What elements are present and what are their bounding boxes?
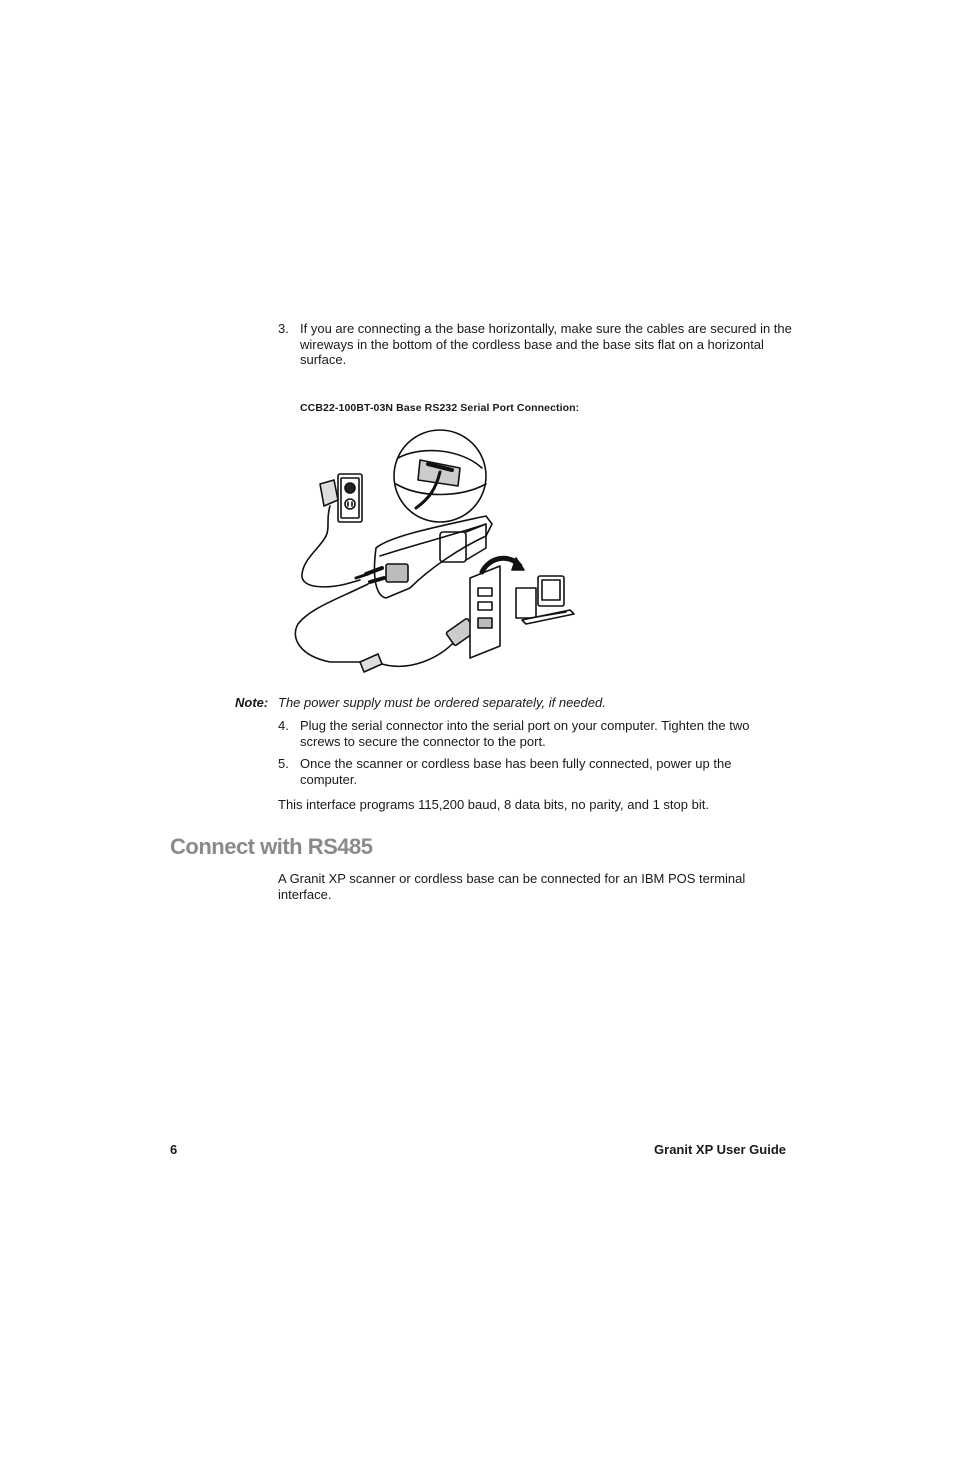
power-adapter-icon xyxy=(320,480,338,536)
step-number: 3. xyxy=(278,321,289,336)
step-4 xyxy=(278,718,798,750)
step-number: 4. xyxy=(278,718,289,733)
step-text: Once the scanner or cordless base has been fully connected, power up the computer. xyxy=(300,756,732,787)
section-heading: Connect with RS485 xyxy=(170,834,373,859)
wall-outlet-icon xyxy=(338,474,362,522)
rs232-connection-illustration xyxy=(290,428,590,680)
note-label: Note: xyxy=(235,695,269,710)
note-text: The power supply must be ordered separately, if needed. xyxy=(278,695,606,710)
step-3 xyxy=(278,321,798,369)
step-5 xyxy=(278,756,798,788)
step-text: If you are connecting a the base horizontally, make sure the cables are secured in the wireways in the bottom of the cordless base and the base sits flat on a horizontal surface. xyxy=(300,321,792,367)
magnifier-detail-icon xyxy=(394,430,486,522)
step-text: Plug the serial connector into the serial port on your computer. Tighten the two screws to secure the connector to the port. xyxy=(300,718,750,749)
page-number: 6 xyxy=(170,1142,178,1157)
interface-settings-text: This interface programs 115,200 baud, 8 data bits, no parity, and 1 stop bit. xyxy=(278,797,709,812)
step-number: 5. xyxy=(278,756,289,771)
computer-back-panel-icon xyxy=(470,566,500,658)
desktop-computer-icon xyxy=(516,576,574,624)
figure-caption: CCB22-100BT-03N Base RS232 Serial Port Connection: xyxy=(300,402,580,414)
section-paragraph: A Granit XP scanner or cordless base can be connected for an IBM POS terminal interface. xyxy=(278,871,746,902)
guide-title: Granit XP User Guide xyxy=(654,1142,786,1157)
